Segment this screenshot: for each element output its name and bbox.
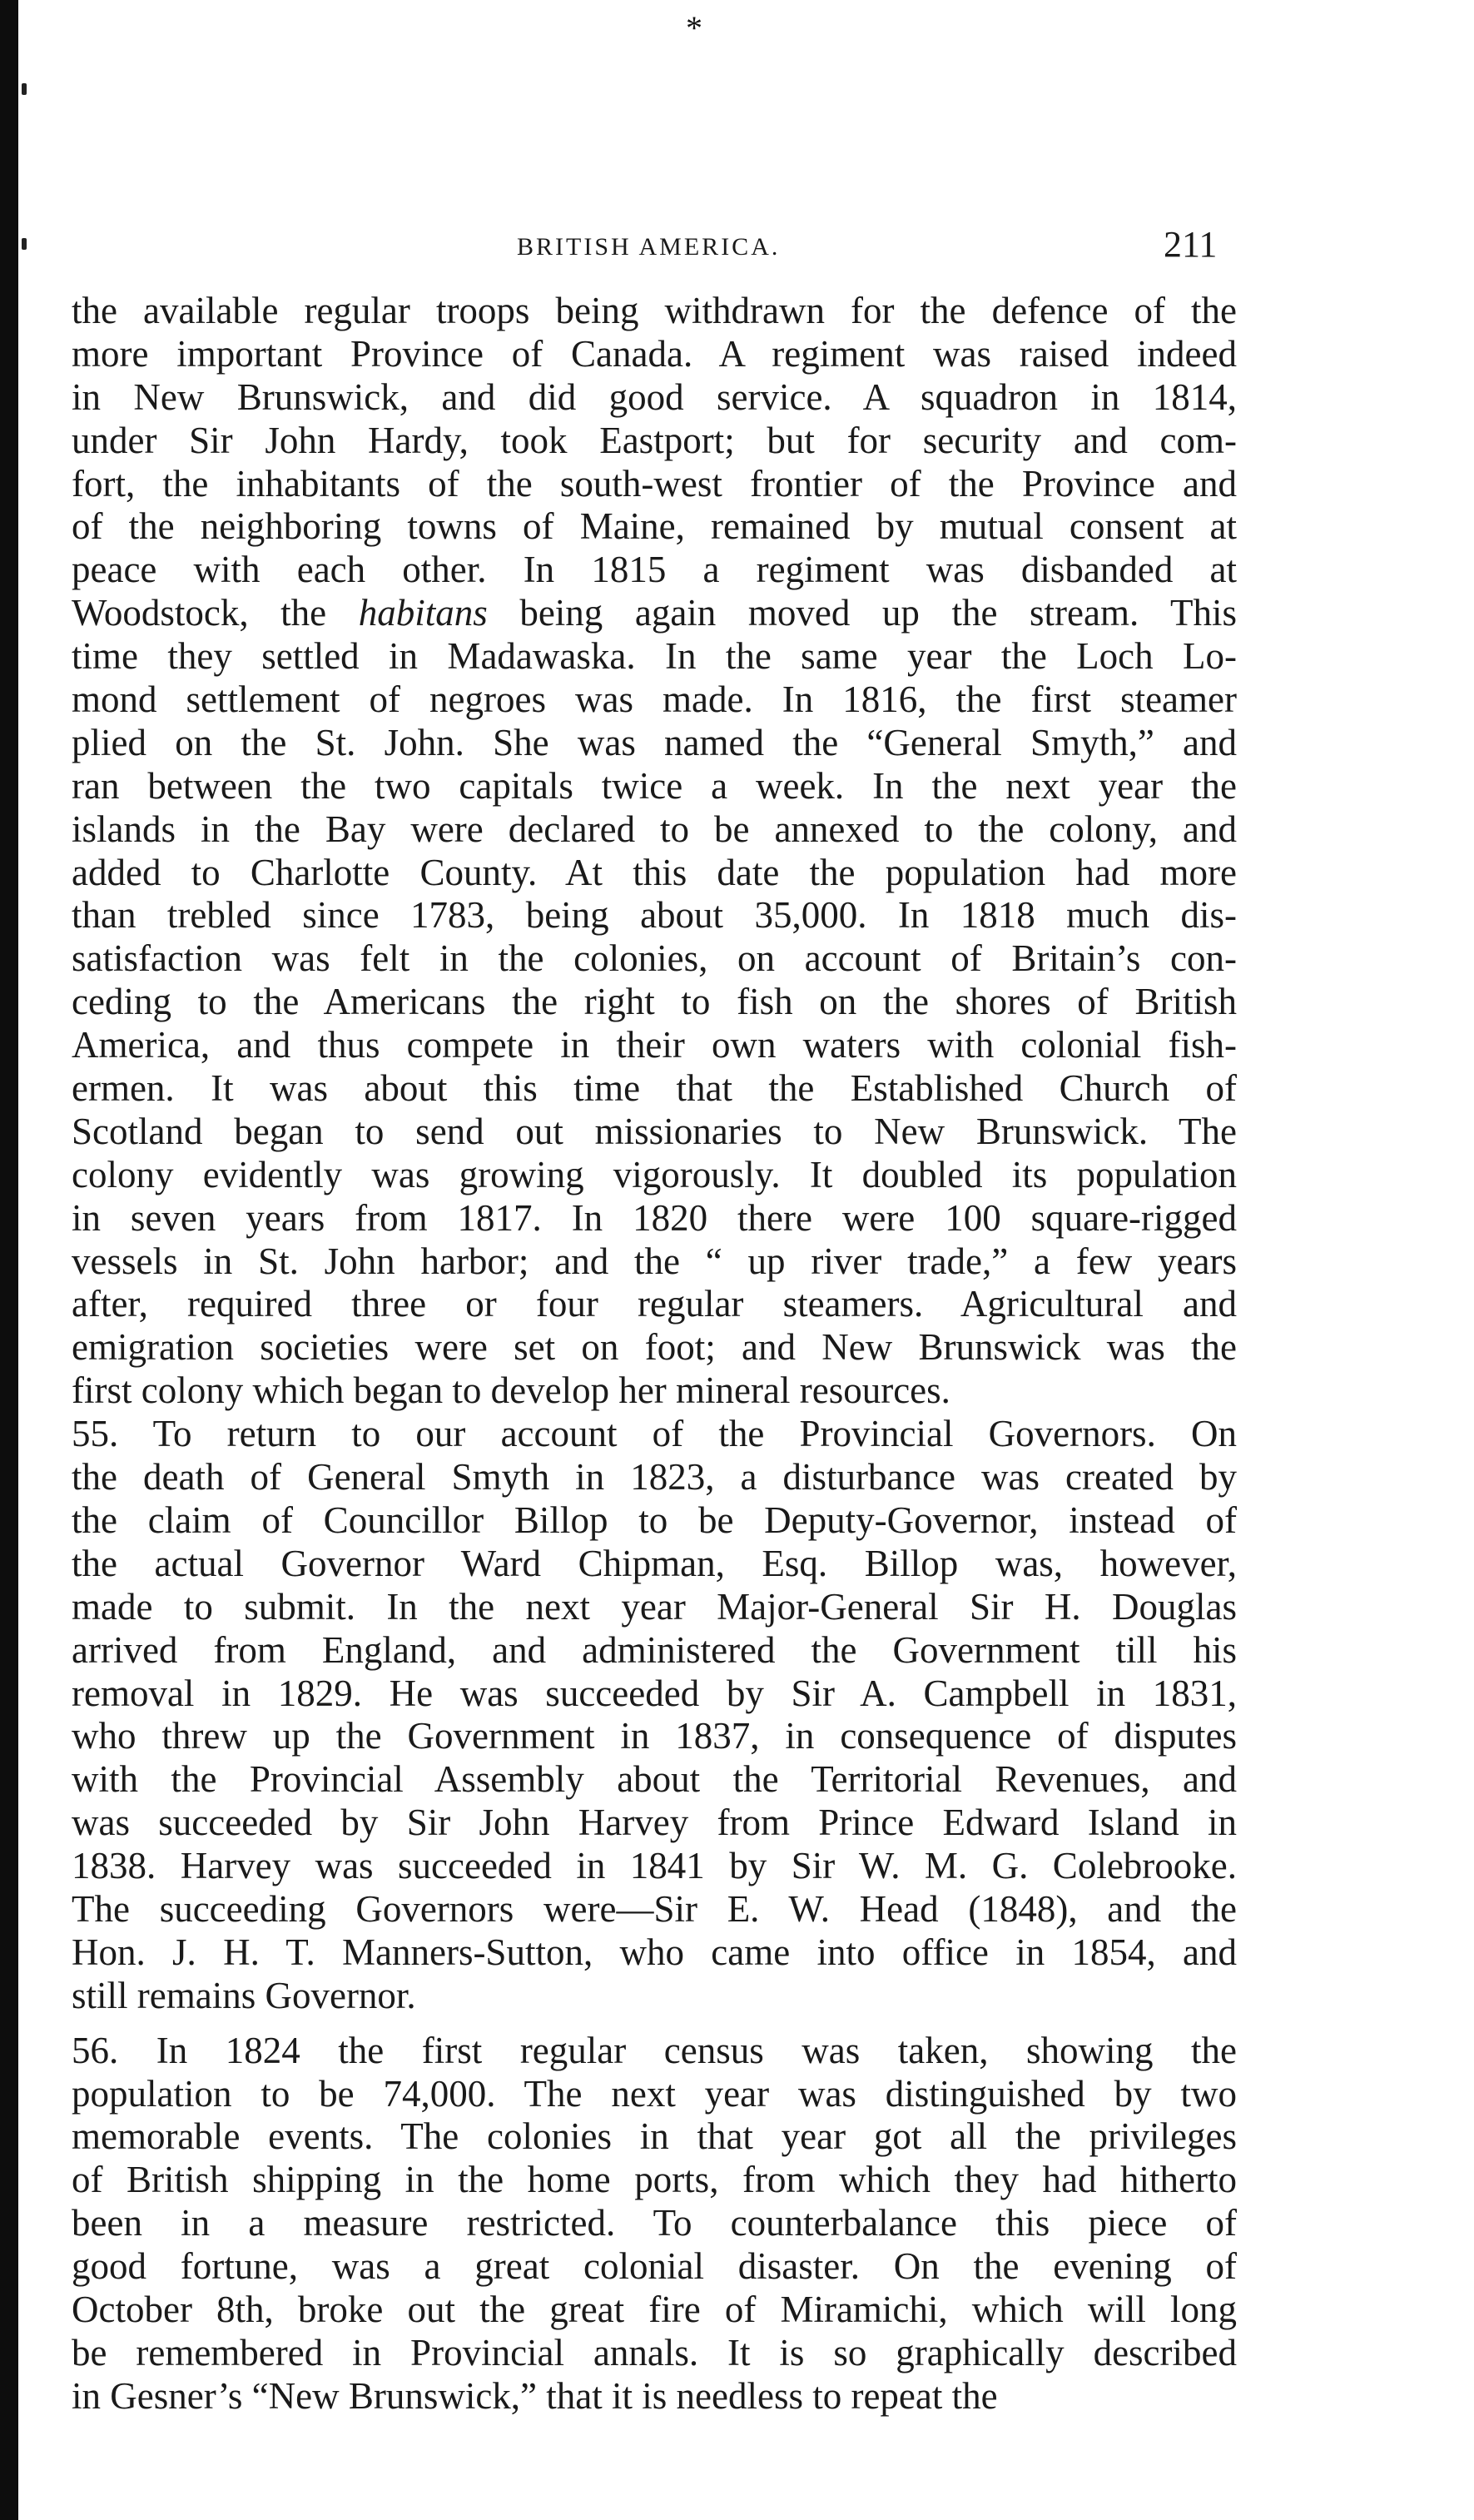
text-line: in New Brunswick, and did good service. A squadron in 1814, — [72, 375, 1237, 418]
text-line: the actual Governor Ward Chipman, Esq. Billop was, however, — [72, 1542, 1237, 1584]
scan-edge-mark — [22, 83, 27, 95]
text-line: after, required three or four regular steamers. Agricultural and — [72, 1283, 1237, 1325]
text-line: The succeeding Governors were—Sir E. W. Head (1848), and the — [72, 1887, 1237, 1930]
text-line: was succeeded by Sir John Harvey from Prince Edward Island in — [72, 1802, 1237, 1844]
page-top-mark: * — [686, 9, 702, 47]
text-line: good fortune, was a great colonial disaster. On the evening of — [72, 2245, 1237, 2288]
text-line: October 8th, broke out the great fire of Miramichi, which will long — [72, 2288, 1237, 2330]
text-line: 55. To return to our account of the Provincial Governors. On — [72, 1413, 1237, 1455]
text-line: emigration societies were set on foot; and New Brunswick was the — [72, 1326, 1237, 1369]
text-line: still remains Governor. — [72, 1974, 416, 2016]
text-line: vessels in St. John harbor; and the “ up river trade,” a few years — [72, 1240, 1237, 1282]
text-line: America, and thus compete in their own waters with colonial fish- — [72, 1024, 1237, 1066]
text-line: more important Province of Canada. A regiment was raised indeed — [72, 332, 1237, 375]
text-line: memorable events. The colonies in that year got all the privileges — [72, 2115, 1237, 2158]
text-line: Scotland began to send out missionaries to New Brunswick. The — [72, 1110, 1237, 1152]
paragraph-gap — [72, 2018, 1237, 2030]
body-text — [72, 290, 1237, 2418]
text-line: islands in the Bay were declared to be annexed to the colony, and — [72, 808, 1237, 850]
scan-edge-mark — [22, 238, 27, 250]
text-line: satisfaction was felt in the colonies, on account of Britain’s con- — [72, 937, 1237, 980]
text-line: peace with each other. In 1815 a regiment was disbanded at — [72, 549, 1237, 591]
text-line: made to submit. In the next year Major-General Sir H. Douglas — [72, 1585, 1237, 1628]
text-line: ceding to the Americans the right to fish on the shores of British — [72, 981, 1237, 1023]
text-line: of British shipping in the home ports, from which they had hitherto — [72, 2159, 1237, 2201]
text-line: mond settlement of negroes was made. In 1816, the first steamer — [72, 678, 1237, 721]
paragraph — [72, 2030, 1237, 2418]
italic-term: habitans — [358, 592, 488, 634]
text-line: time they settled in Madawaska. In the same year the Loch Lo- — [72, 635, 1237, 678]
text-line: plied on the St. John. She was named the “General Smyth,” and — [72, 721, 1237, 763]
text-line: 56. In 1824 the first regular census was taken, showing the — [72, 2029, 1237, 2071]
page-number: 211 — [1164, 224, 1218, 265]
text-line: Woodstock, the habitans being again moved up the stream. This — [72, 592, 1237, 634]
paragraph — [72, 1413, 1237, 2017]
text-line: than trebled since 1783, being about 35,000. In 1818 much dis- — [72, 894, 1237, 937]
text-line: removal in 1829. He was succeeded by Sir A. Campbell in 1831, — [72, 1672, 1237, 1714]
text-line: who threw up the Government in 1837, in consequence of disputes — [72, 1715, 1237, 1757]
text-line: with the Provincial Assembly about the Territorial Revenues, and — [72, 1758, 1237, 1801]
text-line: fort, the inhabitants of the south-west frontier of the Province and — [72, 462, 1237, 504]
text-line: the claim of Councillor Billop to be Deputy-Governor, instead of — [72, 1499, 1237, 1541]
text-line: the death of General Smyth in 1823, a disturbance was created by — [72, 1456, 1237, 1499]
text-line: been in a measure restricted. To counterbalance this piece of — [72, 2202, 1237, 2244]
running-head — [72, 223, 1237, 273]
running-title: BRITISH AMERICA. — [517, 233, 781, 261]
text-line: Hon. J. H. T. Manners-Sutton, who came into office in 1854, and — [72, 1931, 1237, 1973]
text-line: in seven years from 1817. In 1820 there were 100 square-rigged — [72, 1196, 1237, 1239]
text-line: population to be 74,000. The next year was distinguished by two — [72, 2072, 1237, 2115]
scan-binding-edge — [0, 0, 18, 2520]
text-line: added to Charlotte County. At this date the population had more — [72, 851, 1237, 893]
text-line: 1838. Harvey was succeeded in 1841 by Sir W. M. G. Colebrooke. — [72, 1845, 1237, 1887]
text-line: in Gesner’s “New Brunswick,” that it is needless to repeat the — [72, 2374, 998, 2417]
text-line: ermen. It was about this time that the Established Church of — [72, 1067, 1237, 1110]
text-line: under Sir John Hardy, took Eastport; but for security and com- — [72, 419, 1237, 461]
text-line: be remembered in Provincial annals. It is so graphically described — [72, 2331, 1237, 2373]
text-line: ran between the two capitals twice a week. In the next year the — [72, 764, 1237, 807]
text-line: the available regular troops being withdrawn for the defence of the — [72, 290, 1237, 331]
paragraph — [72, 290, 1237, 1413]
text-line: arrived from England, and administered the Government till his — [72, 1628, 1237, 1671]
text-line: of the neighboring towns of Maine, remained by mutual consent at — [72, 505, 1237, 548]
text-line: first colony which began to develop her mineral resources. — [72, 1369, 950, 1412]
text-line: colony evidently was growing vigorously. It doubled its population — [72, 1153, 1237, 1195]
